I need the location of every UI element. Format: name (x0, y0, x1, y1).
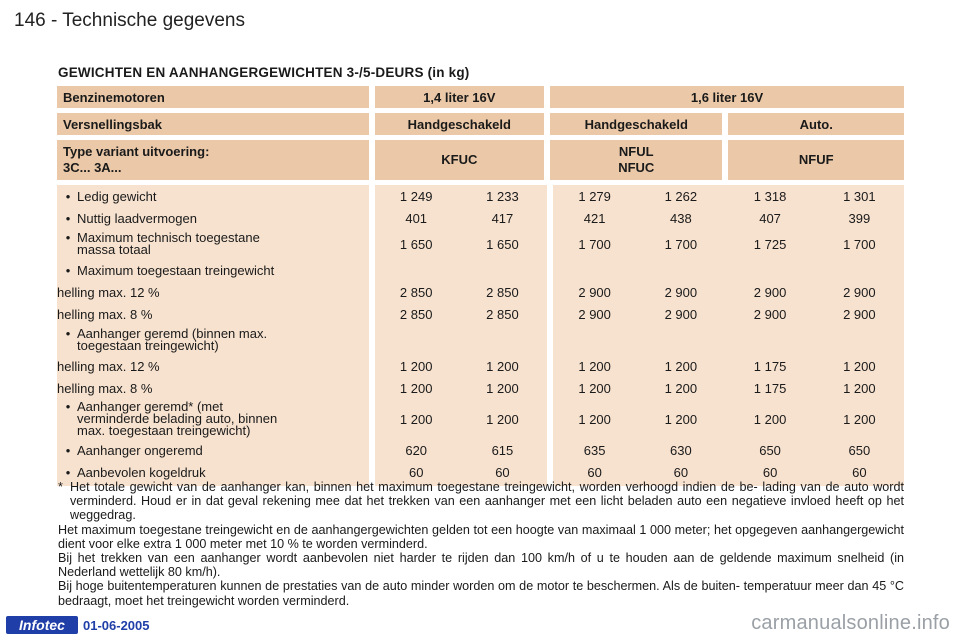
cell: 1 200 (547, 377, 636, 399)
table-row (57, 325, 904, 355)
cell: 650 (725, 439, 814, 461)
table-row (57, 207, 904, 229)
cell: 1 233 (458, 180, 547, 207)
cell: 60 (458, 461, 547, 486)
cell: 60 (547, 461, 636, 486)
type-nful-nfuc (547, 140, 725, 180)
cell: 1 200 (547, 355, 636, 377)
engine-16-header: 1,6 liter 16V (547, 86, 904, 113)
footnote-text: Het totale gewicht van de aanhanger kan, binnen het maximum toegestane treingewicht, worden verhoogd indien de be- lading van de auto wordt verminderd. Houd er in dat geval rekening mee dat het trekken van een aanhanger met een licht beladen auto een negatieve invloed heeft op het weggedrag. (70, 480, 904, 523)
table-row (57, 355, 904, 377)
row-label: • Aanhanger geremd* (met verminderde belading auto, binnen max. toegestaan treingewicht) (57, 399, 369, 439)
cell: 407 (725, 207, 814, 229)
table-row (57, 281, 904, 303)
cell: 2 850 (369, 303, 458, 325)
footnote (58, 480, 904, 523)
type-header-row (57, 140, 904, 180)
type-label-line2: 3C... 3A... (63, 160, 122, 175)
row-label: helling max. 8 % (57, 303, 369, 325)
cell (815, 325, 904, 355)
notes (58, 480, 904, 608)
footnote-star: * (58, 480, 63, 494)
cell: 1 650 (369, 229, 458, 259)
cell: 1 200 (636, 399, 725, 439)
section-title: GEWICHTEN EN AANHANGERGEWICHTEN 3-/5-DEURS (in kg) (58, 65, 470, 80)
cell (458, 325, 547, 355)
cell: 401 (369, 207, 458, 229)
cell (369, 259, 458, 281)
cell: 1 318 (725, 180, 814, 207)
engine-header-row (57, 86, 904, 113)
cell: 2 900 (725, 281, 814, 303)
row-label: • Ledig gewicht (57, 180, 369, 207)
table-row (57, 259, 904, 281)
cell: 2 900 (636, 281, 725, 303)
cell: 2 900 (636, 303, 725, 325)
cell: 60 (369, 461, 458, 486)
cell: 1 200 (815, 399, 904, 439)
cell: 2 850 (458, 303, 547, 325)
cell: 1 200 (547, 399, 636, 439)
gearbox-label: Versnellingsbak (57, 113, 369, 140)
note-temperature: Bij hoge buitentemperaturen kunnen de prestaties van de auto minder worden om de motor te beschermen. Als de buiten- temperatuur meer dan 45 °C bedraagt, moet het treingewicht worden verminderd. (58, 579, 904, 608)
cell: 60 (725, 461, 814, 486)
cell: 635 (547, 439, 636, 461)
cell: 60 (815, 461, 904, 486)
table-row (57, 377, 904, 399)
cell (547, 325, 636, 355)
cell: 650 (815, 439, 904, 461)
table-row (57, 303, 904, 325)
cell: 2 850 (458, 281, 547, 303)
cell: 1 200 (636, 377, 725, 399)
engine-14-header: 1,4 liter 16V (369, 86, 547, 113)
page-title: 146 - Technische gegevens (14, 10, 245, 31)
cell (547, 259, 636, 281)
cell: 1 200 (725, 399, 814, 439)
cell: 1 200 (369, 355, 458, 377)
row-label: • Maximum technisch toegestane massa totaal (57, 229, 369, 259)
type-label (57, 140, 369, 180)
cell: 1 725 (725, 229, 814, 259)
cell: 1 650 (458, 229, 547, 259)
cell (725, 325, 814, 355)
cell: 1 200 (815, 355, 904, 377)
table-row (57, 399, 904, 439)
note-altitude: Het maximum toegestane treingewicht en de aanhangergewichten gelden tot een hoogte van maximaal 1 000 meter; het opgegeven aanhangergewicht dient voor elke extra 1 000 meter met 10 % te worden verminderd. (58, 522, 904, 551)
cell (458, 259, 547, 281)
type-nfuc: NFUC (618, 160, 655, 175)
cell (815, 259, 904, 281)
type-nful: NFUL (618, 144, 654, 159)
row-label: • Nuttig laadvermogen (57, 207, 369, 229)
cell: 1 700 (815, 229, 904, 259)
row-label: • Maximum toegestaan treingewicht (57, 259, 369, 281)
cell: 1 301 (815, 180, 904, 207)
cell: 1 200 (815, 377, 904, 399)
cell: 1 262 (636, 180, 725, 207)
cell: 1 200 (458, 399, 547, 439)
cell: 1 200 (369, 399, 458, 439)
gearbox-manual-1: Handgeschakeld (369, 113, 547, 140)
cell: 1 200 (369, 377, 458, 399)
watermark: carmanualsonline.info (751, 612, 950, 634)
row-label: helling max. 12 % (57, 281, 369, 303)
row-label: helling max. 12 % (57, 355, 369, 377)
cell: 620 (369, 439, 458, 461)
cell: 1 175 (725, 355, 814, 377)
cell: 417 (458, 207, 547, 229)
infotec-logo: Infotec (6, 616, 78, 634)
gearbox-auto: Auto. (725, 113, 904, 140)
cell: 2 900 (547, 281, 636, 303)
footer-date: 01-06-2005 (83, 618, 150, 633)
cell: 1 200 (636, 355, 725, 377)
cell: 2 900 (815, 281, 904, 303)
cell: 421 (547, 207, 636, 229)
weights-table (57, 86, 904, 486)
cell: 399 (815, 207, 904, 229)
cell: 1 175 (725, 377, 814, 399)
type-label-line1: Type variant uitvoering: (63, 144, 210, 159)
cell: 1 279 (547, 180, 636, 207)
cell: 1 249 (369, 180, 458, 207)
type-kfuc: KFUC (369, 140, 547, 180)
cell: 2 900 (547, 303, 636, 325)
row-label: • Aanhanger ongeremd (57, 439, 369, 461)
cell: 1 700 (547, 229, 636, 259)
row-label: • Aanhanger geremd (binnen max. toegestaan treingewicht) (57, 325, 369, 355)
engine-label: Benzinemotoren (57, 86, 369, 113)
cell: 438 (636, 207, 725, 229)
type-nfuf: NFUF (725, 140, 904, 180)
cell: 60 (636, 461, 725, 486)
cell (725, 259, 814, 281)
gearbox-manual-2: Handgeschakeld (547, 113, 725, 140)
cell: 2 900 (725, 303, 814, 325)
table-row (57, 229, 904, 259)
row-label: • Aanbevolen kogeldruk (57, 461, 369, 486)
cell: 2 900 (815, 303, 904, 325)
cell (636, 325, 725, 355)
note-speed: Bij het trekken van een aanhanger wordt aanbevolen niet harder te rijden dan 100 km/h of u te houden aan de geldende maximum snelheid (in Nederland wettelijk 80 km/h). (58, 551, 904, 580)
cell: 2 850 (369, 281, 458, 303)
cell: 1 200 (458, 377, 547, 399)
cell (636, 259, 725, 281)
cell (369, 325, 458, 355)
table-row (57, 180, 904, 207)
cell: 615 (458, 439, 547, 461)
cell: 630 (636, 439, 725, 461)
cell: 1 700 (636, 229, 725, 259)
row-label: helling max. 8 % (57, 377, 369, 399)
cell: 1 200 (458, 355, 547, 377)
gearbox-header-row (57, 113, 904, 140)
table-row (57, 439, 904, 461)
